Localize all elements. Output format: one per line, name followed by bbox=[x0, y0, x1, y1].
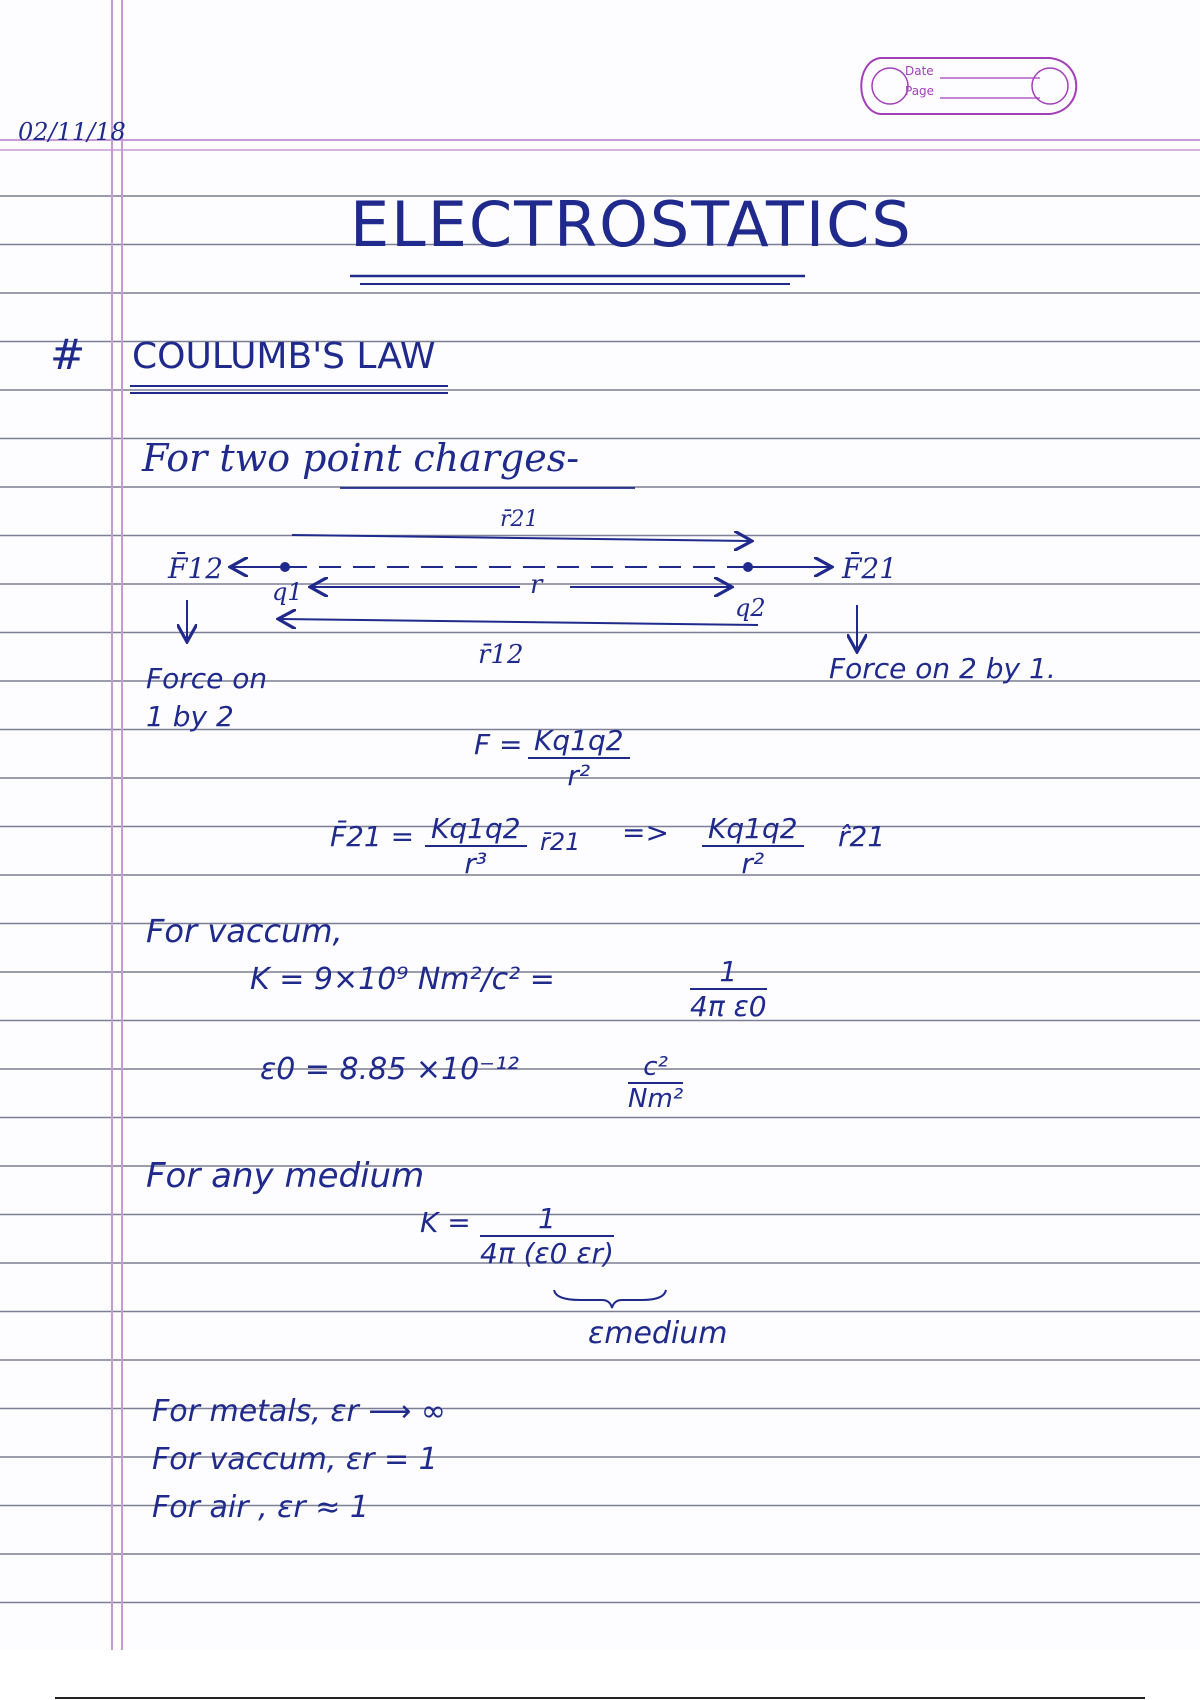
heading-underline bbox=[130, 382, 450, 398]
page-title: ELECTROSTATICS bbox=[350, 188, 913, 261]
section-heading: COULUMB'S LAW bbox=[132, 336, 436, 377]
medium-k-lhs: K = bbox=[420, 1206, 471, 1239]
intro-text: For two point charges- bbox=[142, 436, 580, 480]
note-air: For air , εr ≈ 1 bbox=[152, 1490, 369, 1525]
vacuum-k-line: K = 9×10⁹ Nm²/c² = bbox=[250, 962, 555, 997]
note-vacuum: For vaccum, εr = 1 bbox=[152, 1442, 438, 1477]
eq2-fraction bbox=[425, 812, 527, 880]
eq2-numerator: Kq1q2 bbox=[425, 812, 527, 847]
label-q1: q1 bbox=[272, 578, 303, 606]
force-on-2: Force on 2 by 1. bbox=[829, 652, 1056, 685]
medium-k-numerator: 1 bbox=[480, 1202, 614, 1237]
label-r21: r̄21 bbox=[500, 507, 539, 532]
eq2-numerator-2: Kq1q2 bbox=[702, 812, 804, 847]
eq2-fraction-2 bbox=[702, 812, 804, 880]
label-r: r bbox=[530, 570, 543, 600]
eq1-fraction bbox=[528, 724, 630, 792]
eq2-denominator: r³ bbox=[464, 847, 488, 880]
eq2-implies: => bbox=[622, 816, 669, 849]
section-marker: # bbox=[50, 330, 86, 379]
medium-heading: For any medium bbox=[146, 1156, 425, 1196]
date-page-stamp bbox=[850, 48, 1090, 124]
eq1-numerator: Kq1q2 bbox=[528, 724, 630, 759]
note-metals: For metals, εr ⟶ ∞ bbox=[152, 1394, 446, 1429]
vacuum-heading: For vaccum, bbox=[146, 912, 343, 950]
vacuum-eps-numerator: c² bbox=[628, 1052, 683, 1084]
stamp-date-label: Date bbox=[905, 64, 934, 78]
vacuum-eps-fraction bbox=[628, 1052, 683, 1114]
label-r12: r̄12 bbox=[478, 640, 524, 670]
force-on-1-line1: Force on bbox=[146, 662, 268, 695]
title-underline bbox=[350, 270, 810, 292]
vacuum-k-denominator: 4π ε0 bbox=[690, 990, 767, 1023]
eq1-lhs: F = bbox=[474, 728, 523, 761]
date-text: 02/11/18 bbox=[18, 118, 126, 146]
intro-underline bbox=[340, 484, 640, 492]
medium-k-denominator: 4π (ε0 εr) bbox=[480, 1237, 614, 1270]
force-on-1-line2: 1 by 2 bbox=[146, 700, 234, 733]
vacuum-eps-denominator: Nm² bbox=[628, 1084, 684, 1114]
vacuum-eps-line: ε0 = 8.85 ×10⁻¹² bbox=[260, 1052, 520, 1087]
eq2-vector: r̄21 bbox=[540, 828, 581, 856]
label-f12: F̄12 bbox=[168, 552, 224, 585]
bottom-separator bbox=[55, 1697, 1145, 1699]
eq1-denominator: r² bbox=[567, 759, 591, 792]
eq2-unit-vector: r̂21 bbox=[838, 820, 886, 853]
stamp-frame bbox=[850, 48, 1090, 124]
medium-k-fraction bbox=[480, 1202, 614, 1270]
vacuum-k-fraction bbox=[690, 955, 767, 1023]
stamp-page-label: Page bbox=[905, 84, 935, 98]
vacuum-k-numerator: 1 bbox=[690, 955, 767, 990]
eq2-lhs: F̄21 = bbox=[330, 820, 415, 853]
medium-brace-label: εmedium bbox=[588, 1316, 728, 1351]
label-q2: q2 bbox=[735, 594, 766, 622]
notes-list bbox=[152, 1388, 446, 1532]
label-f21: F̄21 bbox=[842, 552, 898, 585]
medium-brace bbox=[550, 1288, 670, 1310]
eq2-denominator-2: r² bbox=[741, 847, 765, 880]
